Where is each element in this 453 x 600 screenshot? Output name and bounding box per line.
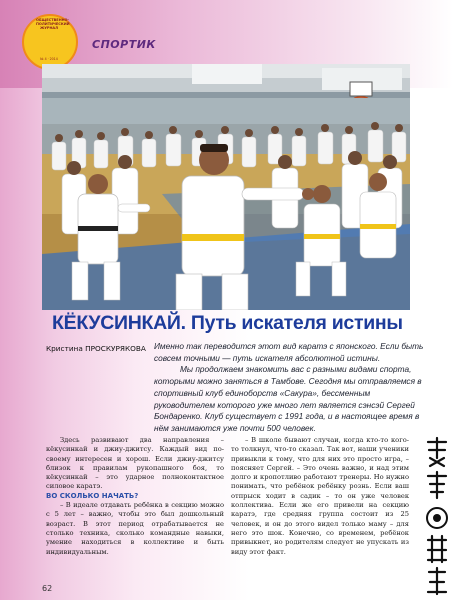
kyokushin-kanji-emblem [424,436,450,596]
article-author: Кристина ПРОСКУРЯКОВА [46,344,146,353]
article-intro [154,341,424,435]
body-column-left [46,436,224,557]
karate-class-photo [42,64,410,310]
magazine-logo-issue: № 4 · 2014 [40,57,58,61]
intro-paragraph: Мы продолжаем знакомить вас с разными видами спорта, которыми можно заняться в Тамбове. Сегодня мы отправляемся в спортивный клуб единоборств «Сакура», бессменным руководителем которого уже много лет является сэнсэй Сергей Бондаренко. Клуб существует с 1991 года, и в настоящее время в нём занимаются уже почти 500 человек. [154,364,422,433]
body-paragraph: Здесь развивают два направления – кёкусинкай и джиу-джитсу. Каждый вид по-своему интересен и хорош. Если джиу-джитсу близок к правилам рукопашного боя, то кёкусинкай – это ударное полноконтактное силовое каратэ. [46,436,224,491]
section-label: СПОРТИК [92,38,156,51]
article-headline: КЁКУСИНКАЙ. Путь искателя истины [52,312,403,334]
intro-paragraph: Именно так переводится этот вид каратэ с японского. Если быть совсем точными — путь искателя абсолютной истины. [154,341,424,363]
body-paragraph: – В идеале отдавать ребёнка в секцию можно с 5 лет – важно, чтобы это был дошкольный возраст. В этот период отрабатывается не столько техника, сколько командные навыки, умение находиться в коллективе и быть индивидуальным. [46,501,224,556]
magazine-logo-text: ОБЩЕСТВЕННО-ПОЛИТИЧЕСКИЙ ЖУРНАЛ [36,18,70,31]
section-subheading: ВО СКОЛЬКО НАЧАТЬ? [46,491,139,500]
body-column-right [231,436,409,557]
body-paragraph: – В школе бывают случаи, когда кто-то кого-то толкнул, что-то сказал. Так вот, наши ученики привыкли к тому, что для них это просто игра, – поясняет Сергей. – Это очень важно, и над этим долго и кропотливо работают тренеры. Но нужно понимать, что ребёнок ребёнку рознь. Если ваш отпрыск ходит в садик – то он уже человек коллектива. Если же его привели на секцию каратэ, где средняя группа состоит из 25 человек, и он до этого видел только маму – для него это шок. Конечно, со временем, ребёнок привыкнет, но родителям следует не упускать из виду этот факт. [231,436,409,556]
page-number: 62 [42,584,53,593]
